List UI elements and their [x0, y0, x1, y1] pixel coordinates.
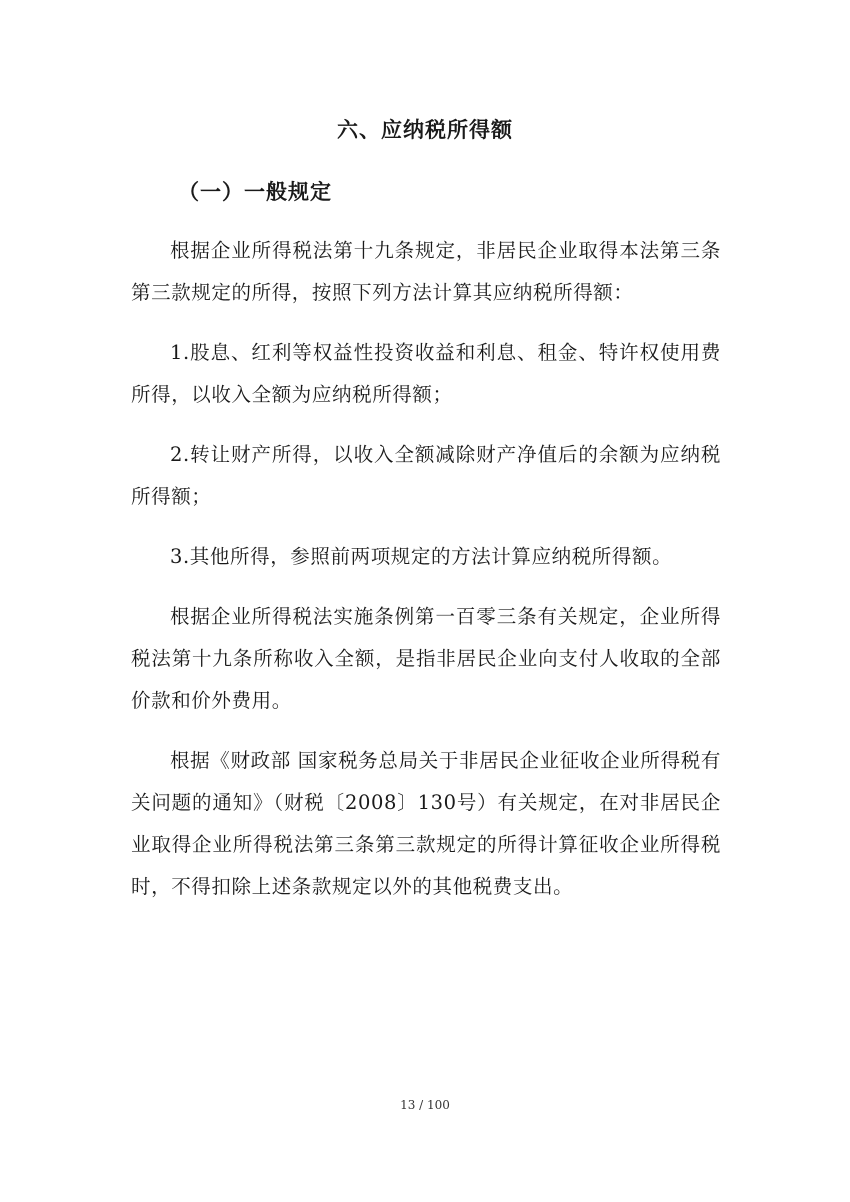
paragraph-item-2: 2.转让财产所得，以收入全额减除财产净值后的余额为应纳税所得额；	[131, 443, 721, 508]
document-body	[131, 230, 721, 926]
paragraph-regulation: 根据企业所得税法实施条例第一百零三条有关规定，企业所得税法第十九条所称收入全额，是指非居民企业向支付人收取的全部价款和价外费用。	[131, 605, 721, 712]
paragraph-item-1: 1.股息、红利等权益性投资收益和利息、租金、特许权使用费所得，以收入全额为应纳税所得额；	[131, 341, 721, 406]
paragraph-notice: 根据《财政部 国家税务总局关于非居民企业征收企业所得税有关问题的通知》（财税〔2008〕130号）有关规定，在对非居民企业取得企业所得税法第三条第三款规定的所得计算征收企业所得税时，不得扣除上述条款规定以外的其他税费支出。	[131, 749, 721, 898]
page-number: 13 / 100	[400, 1098, 450, 1112]
paragraph-intro: 根据企业所得税法第十九条规定，非居民企业取得本法第三条第三款规定的所得，按照下列方法计算其应纳税所得额：	[131, 239, 721, 304]
paragraph-item-3: 3.其他所得，参照前两项规定的方法计算应纳税所得额。	[170, 545, 673, 568]
section-title: 六、应纳税所得额	[337, 118, 513, 142]
subsection-title: （一）一般规定	[178, 180, 332, 204]
